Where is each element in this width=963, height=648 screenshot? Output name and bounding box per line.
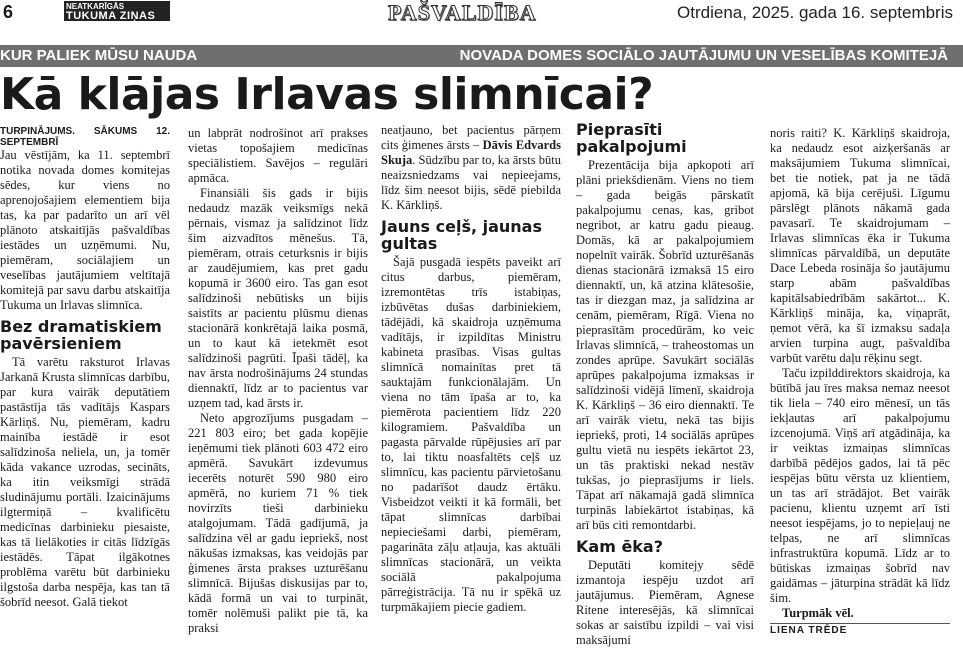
page-header <box>0 0 963 26</box>
person-name: Dāvis Edvards Skuja <box>381 138 561 167</box>
rubric-band <box>0 45 963 67</box>
subheading: Bez dramatiskiem pavērsieniem <box>0 317 162 353</box>
kicker: TURPINĀJUMS. SĀKUMS 12. SEPTEMBRĪ <box>0 126 170 148</box>
paragraph: Deputāti komitejу sēdē izmantoja iespēju uzdot arī jautājumus. Piemēram, Agnese Ritene interesējās, kā slimnīcai sokas ar saistību izpildi – vai visi maksājumi <box>576 558 754 647</box>
newspaper-logo <box>64 1 170 21</box>
logo-line2: TUKUMA ZIŅAS <box>66 10 156 22</box>
column-4 <box>576 121 754 648</box>
text-run: neatjauno, bet pacientus pārņem cits ģimenes ārsts – <box>381 123 561 152</box>
logo-line1: NEATKARĪGĀS <box>66 2 125 11</box>
paragraph: un labprāt nodrošinot arī prakses vietas topošajiem medicīnas speciālistiem. Savējos – regulāri apmāca. <box>188 126 368 185</box>
column-5 <box>770 126 950 636</box>
column-1 <box>0 126 170 610</box>
subheading: Kam ēka? <box>576 537 664 556</box>
paragraph <box>381 123 561 213</box>
issue-date: Otrdiena, 2025. gada 16. septembris <box>677 3 953 22</box>
page-number: 6 <box>3 2 14 22</box>
continued-note: Turpmāk vēl. <box>782 606 854 620</box>
author-byline: LIENA TRĒDE <box>770 623 950 636</box>
paragraph: Neto apgrozījums pusgadam – 221 803 eiro; bet gada kopējie ieņēmumi tiek plānoti 603 472 eiro apmērā. Savukārt izdevumus iecerēts noturēt 590 980 eiro apmērā, no kuriem 71 % tiek novirzīts tieši darbinieku atalgojumam. Tādā gadījumā, ja salīdzina vēl ar gadu iepriekš, nost nākušas izmaksas, kas veidojās par ģimenes ārsta prakses uzturēšanu slimnīcā. Bijušas diskusijas par to, kādā formā un vai to turpināt, tomēr nolēmuši palikt pie tā, ka praksi <box>188 411 368 635</box>
subheading: Jauns ceļš, jaunas gultas <box>381 217 542 253</box>
paragraph: Taču izpilddirektors skaidroja, ka būtībā jau īres maksa nemaz neesot tik liela – 740 eiro mēnesī, un tās iekļautas arī pakalpojumu izcenojumā. Viņš arī atgādināja, ka ir veiktas izmaiņas slimnīcas darbībā pēdējos gados, lai tā pēc iespējas būtu vērsta uz klientiem, un tas arī strādājot. Bet vairāk pacienu, klientu uzņemt arī īsti neesot iespējams, jo to nepieļauj ne telpas, ne arī slimnīcas infrastruktūra kopumā. Līdz ar to būtiskas izmaiņas šobrīd nav gaidāmas – jāturpina strādāt kā līdz šim. <box>770 366 950 605</box>
paragraph: Tā varētu raksturot Irlavas Jarkanā Krusta slimnīcas darbību, par kura vairāk deputātiem pastāstīja tās vadītājs Kaspars Kārliņš. Nu, piemēram, kadru mainība iestādē ir esot salīdzinoša neliela, un, ja tomēr kāda vakance uzrodas, secināts, ka itin veiksmīgi strādā sludinājumu portāli. Izaicinājums ilgtermiņā – kvalificētu medicīnas darbinieku piesaiste, kas tā lielākoties ir citās līdzīgās iestādēs. Tāpat ilgākotnes problēma varētu būt darbinieku ilgstoša darba nespēja, kas tan tā šobrīd neesot. Galā tiekot <box>0 355 170 609</box>
rubric-left: KUR PALIEK MŪSU NAUDA <box>0 47 198 64</box>
column-2 <box>188 126 368 636</box>
article-headline: Kā klājas Irlavas slimnīcai? <box>0 69 654 120</box>
paragraph: noris raiti? K. Kārkliņš skaidroja, ka nedaudz esot aizķeršanās ar maksājumiem Tukuma slimnīcai, bet tie notiek, pat ja ne tādā apjomā, kā bija cerējuši. Līgumu pārslēgt plānots nākamā gada pavasarī. Te skaidrojumam – Irlavas slimnīcas ēka ir Tukuma slimnīcas pārvaldībā, un deputāte Dace Lebeda rosināja šo jautājumu starp abām pašvaldības kapitālsabiedrībām sakārtot... K. Kārkliņš mināja, ka, viņaprāt, ņemot vērā, ka šī izmaksu sadaļa arvien turpina augt, pašvaldība varbūt varētu daļu rēķinu segt. <box>770 126 950 365</box>
paragraph: Prezentācija bija apkopoti arī plāni priekšdienām. Viens no tiem – gada beigās pārskatīt pakalpojumu cenas, kas, gribot negribot, ar katru gadu pieaug. Domās, kā ar pakalpojumiem nopelnīt vairāk. Šobrīd uzturēšanās dienas stacionārā izmaksā 15 eiro diennaktī, un, kā atzina klātesošie, tas ir diezgan maz, ja salīdzina ar cenām, piemēram, Rīgā. Viena no pieprasītām procedūrām, ko veic Irlavas slimnīcā, – traheostomas un zondes aprūpe. Savukārt sociālās aprūpes pakalpojuma izmaksas ir salīdzinoši vidējā līmenī, skaidroja K. Kārkliņš – 36 eiro diennaktī. Te arī vairāk vietu, nekā tas bijis iepriekš, proti, 14 sociālās aprūpes gultu vietā nu iespēts iekārtot 23, un tās praktiski nekad nestāv tukšas, jo pieprasījums ir liels. Tāpat arī nākamajā gadā slimnīca turpinās labiekārtot istabiņas, kā arī būs citi remontdarbi. <box>576 158 754 532</box>
paragraph: Finansiāli šis gads ir bijis nedaudz mazāk veiksmīgs nekā pērnais, vismaz ja salīdzinot līdz šim aizvadītos mēnešus. Tā, piemēram, otrais ceturksnis ir bijis ar zaudējumiem, kas pret gadu kopumā ir 3600 eiro. Tas gan esot salīdzinoši nebūtisks un bijis saistīts ar pacientu plūsmu dienas stacionārā konkrētajā laika posmā, un to kaut kā ietekmēt esot salīdzinoši pagrūti. Īpaši tādēļ, ka nav ārsta nodrošinājums 24 stundas diennaktī, līdz ar to pacientus var uzņem tad, kad ārsts ir. <box>188 186 368 410</box>
rubric-right: NOVADA DOMES SOCIĀLO JAUTĀJUMU UN VESELĪBAS KOMITEJĀ <box>459 47 948 64</box>
text-run: . Sūdzību par to, ka ārsts būtu neaizsniedzams vai nepieejams, līdz šim neesot bijis, sēdē piebilda K. Kārkliņš. <box>381 153 561 212</box>
paragraph: Šajā pusgadā iespēts paveikt arī citus darbus, piemēram, izremontētas trīs istabiņas, izbūvētas dušas darbiniekiem, tādējādi, kā skaidroja uzņēmuma vadītājs, ir izpildītas Ministru kabineta prasības. Visas gultas slimnīcā nomainītas pret tā sauktajām funkcionālajām. Un viena no tām īpaša ar to, ka piemērota pacientiem līdz 220 kilogramiem. Pašvaldība un pagasta pārvalde rūpējusies arī par to, lai tiktu noasfaltēts ceļš uz slimnīcu, kas pacientu pārvietošanu no padarīšot daudz ērtāku. Visbeidzot veikti it kā formāli, bet tāpat slimnīcas darbībai nepieciešami darbi, piemēram, pagarināta zāļu atļauja, kas aktuāli slimnīcas stacionārā, un veikta sociālā pakalpojuma pārreģistrācija. Tā nu ir spēkā uz turpmākajiem piecie gadiem. <box>381 255 561 614</box>
subheading: Pieprasīti pakalpojumi <box>576 120 687 156</box>
section-title: PAŠVALDĪBA <box>388 0 537 25</box>
column-3 <box>381 123 561 615</box>
paragraph: Jau vēstījām, ka 11. septembrī notika novada domes komitejas sēdes, kur viens no aprenojošajiem elementiem bija tas, ka par padarīto un arī vēl plānoto atskaitījās pašvaldības iestādes un uzņēmumi. Nu, piemēram, sociālajiem un veselības jautājumiem veltītajā komitejā par savu darbu atskaitīja Tukuma un Irlavas slimnīca. <box>0 148 170 312</box>
